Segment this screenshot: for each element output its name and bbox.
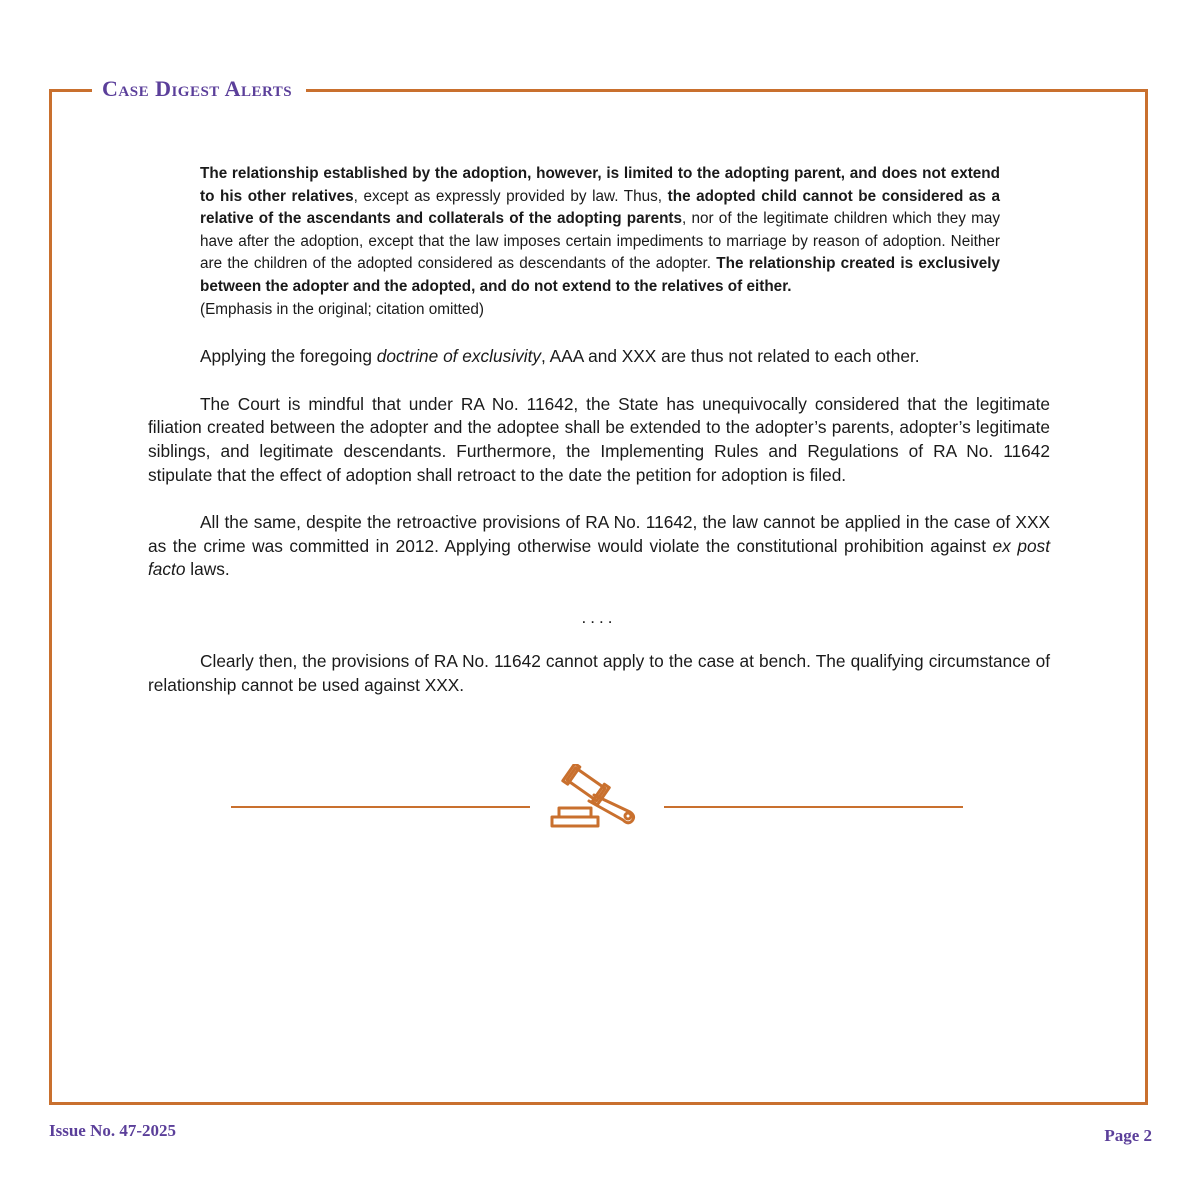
quote-text-span: , except as expressly provided by law. Thus, bbox=[353, 187, 668, 205]
quote-emphasis: The relationship created is exclusively between the adopter and the adopted, and do not extend to the relatives of either. bbox=[200, 255, 1000, 295]
paragraph-text: All the same, despite the retroactive provisions of RA No. 11642, the law cannot be applied in the case of XXX as the crime was committed in 2012. Applying otherwise would violate the constitutional prohibition against bbox=[148, 512, 1050, 556]
paragraph-retroactive bbox=[148, 511, 1050, 582]
quote-text-span: , nor of the legitimate children which they may have after the adoption, except that the law imposes certain impediments to marriage by reason of adoption. Neither are the children of the adopted considered as descendants of the adopter. bbox=[200, 210, 1001, 273]
paragraph-text: Applying the foregoing bbox=[200, 346, 377, 367]
divider-left bbox=[231, 806, 530, 808]
paragraph-conclusion: Clearly then, the provisions of RA No. 11642 cannot apply to the case at bench. The qualifying circumstance of relationship cannot be used against XXX. bbox=[148, 650, 1050, 695]
paragraph-italic: doctrine of exclusivity bbox=[376, 346, 542, 367]
quote-emphasis: The relationship established by the adoption, however, is limited to the adopting parent, and does not extend to his other relatives bbox=[200, 165, 1000, 205]
divider-right bbox=[664, 806, 963, 808]
gavel-icon bbox=[550, 764, 640, 830]
quote-emphasis: the adopted child cannot be considered as a relative of the ascendants and collaterals of the adopting parents bbox=[200, 187, 1000, 228]
block-quote bbox=[200, 163, 1000, 321]
page-number: Page 2 bbox=[1104, 1126, 1152, 1145]
ellipsis: .... bbox=[581, 607, 617, 627]
paragraph-italic: ex post facto bbox=[148, 535, 1051, 580]
page-title: Case Digest Alerts bbox=[92, 72, 306, 106]
paragraph-text: , AAA and XXX are thus not related to each other. bbox=[541, 346, 920, 367]
paragraph-ra-11642: The Court is mindful that under RA No. 11642, the State has unequivocally considered that the legitimate filiation created between the adopter and the adoptee shall be extended to the adopter’s parents, adopter’s legitimate siblings, and legitimate descendants. Furthermore, the Implementing Rules and Regulations of RA No. 11642 stipulate that the effect of adoption shall retroact to the date the petition for adoption is filed. bbox=[148, 393, 1050, 485]
paragraph-text: laws. bbox=[185, 559, 230, 580]
paragraph-doctrine bbox=[148, 345, 1050, 369]
quote-text bbox=[200, 163, 1000, 299]
issue-number: Issue No. 47-2025 bbox=[49, 1121, 177, 1140]
quote-note: (Emphasis in the original; citation omitted) bbox=[200, 300, 484, 318]
document-body bbox=[148, 163, 1050, 697]
